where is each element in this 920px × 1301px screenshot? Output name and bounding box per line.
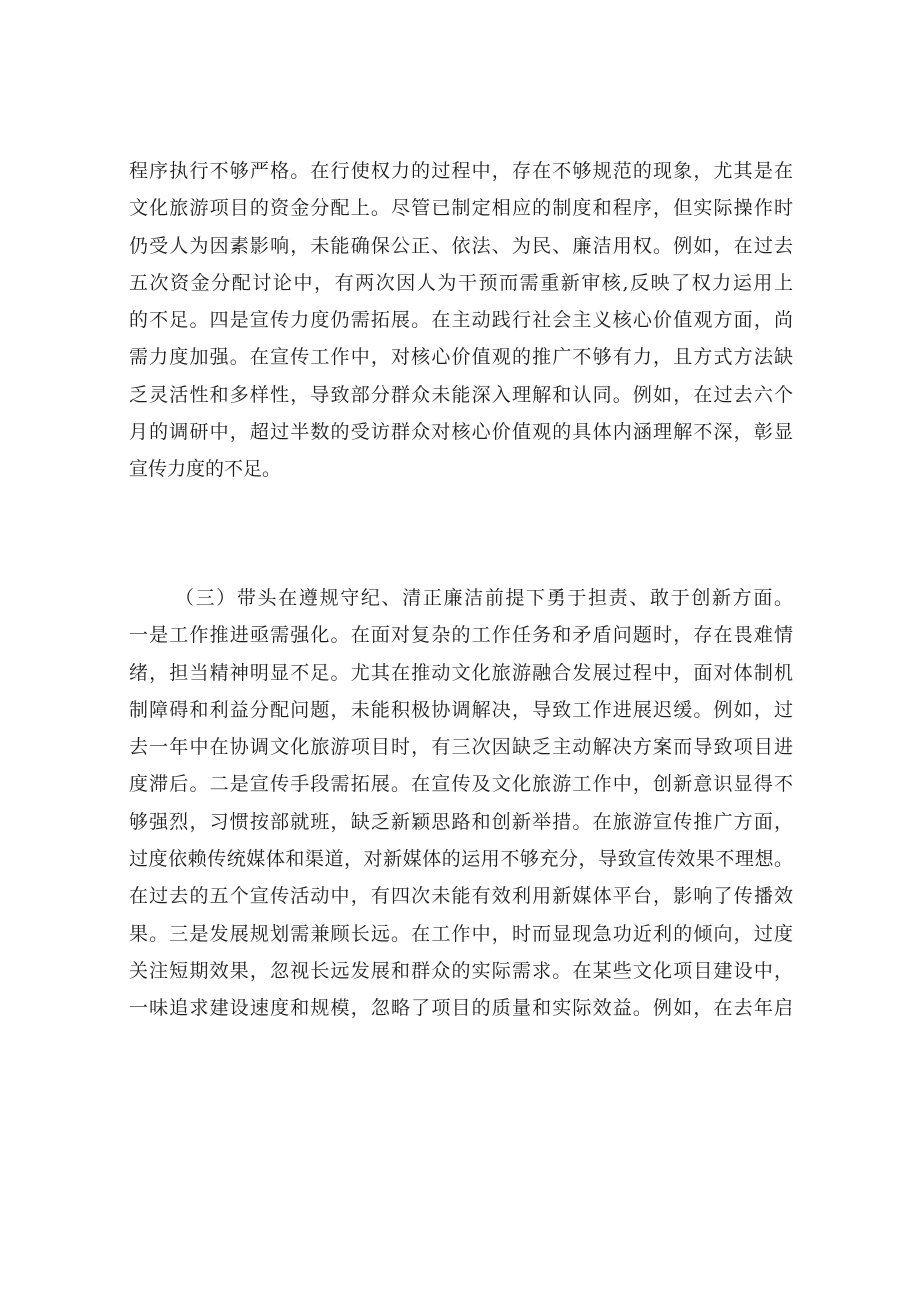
paragraph-2 — [129, 580, 793, 1028]
paragraph-1 — [129, 153, 793, 489]
text-line: 度滞后。二是宣传手段需拓展。在宣传及文化旅游工作中，创新意识显得不 — [129, 773, 793, 796]
text-line: 宣传力度的不足。 — [129, 458, 282, 481]
text-line: 仍受人为因素影响，未能确保公正、依法、为民、廉洁用权。例如，在过去 — [129, 234, 793, 257]
text-line: 果。三是发展规划需兼顾长远。在工作中，时而显现急功近利的倾向，过度 — [129, 922, 793, 945]
text-line: 五次资金分配讨论中，有两次因人为干预而需重新审核,反映了权力运用上 — [129, 271, 793, 294]
text-line: 绪，担当精神明显不足。尤其在推动文化旅游融合发展过程中，面对体制机 — [129, 661, 793, 684]
text-line: 够强烈，习惯按部就班，缺乏新颖思路和创新举措。在旅游宣传推广方面， — [129, 810, 793, 833]
text-line: 乏灵活性和多样性，导致部分群众未能深入理解和认同。例如，在过去六个 — [129, 383, 793, 406]
text-line: 一味追求建设速度和规模，忽略了项目的质量和实际效益。例如，在去年启 — [129, 997, 793, 1020]
text-line: 的不足。四是宣传力度仍需拓展。在主动践行社会主义核心价值观方面，尚 — [129, 309, 793, 332]
text-line: 在过去的五个宣传活动中，有四次未能有效利用新媒体平台，影响了传播效 — [129, 885, 793, 908]
text-line: 关注短期效果，忽视长远发展和群众的实际需求。在某些文化项目建设中， — [129, 959, 793, 982]
text-line: 制障碍和利益分配问题，未能积极协调解决，导致工作进展迟缓。例如，过 — [129, 698, 793, 721]
section-heading-line: （三）带头在遵规守纪、清正廉洁前提下勇于担责、敢于创新方面。 — [175, 587, 793, 609]
text-line: 过度依赖传统媒体和渠道，对新媒体的运用不够充分，导致宣传效果不理想。 — [129, 848, 793, 871]
text-line: 月的调研中，超过半数的受访群众对核心价值观的具体内涵理解不深，彰显 — [129, 421, 793, 444]
text-line: 去一年中在协调文化旅游项目时，有三次因缺乏主动解决方案而导致项目进 — [129, 736, 793, 759]
text-line: 程序执行不够严格。在行使权力的过程中，存在不够规范的现象，尤其是在 — [129, 160, 793, 182]
text-line: 需力度加强。在宣传工作中，对核心价值观的推广不够有力，且方式方法缺 — [129, 346, 793, 369]
text-line: 文化旅游项目的资金分配上。尽管已制定相应的制度和程序，但实际操作时 — [129, 197, 793, 220]
text-line: 一是工作推进亟需强化。在面对复杂的工作任务和矛盾问题时，存在畏难情 — [129, 624, 793, 647]
